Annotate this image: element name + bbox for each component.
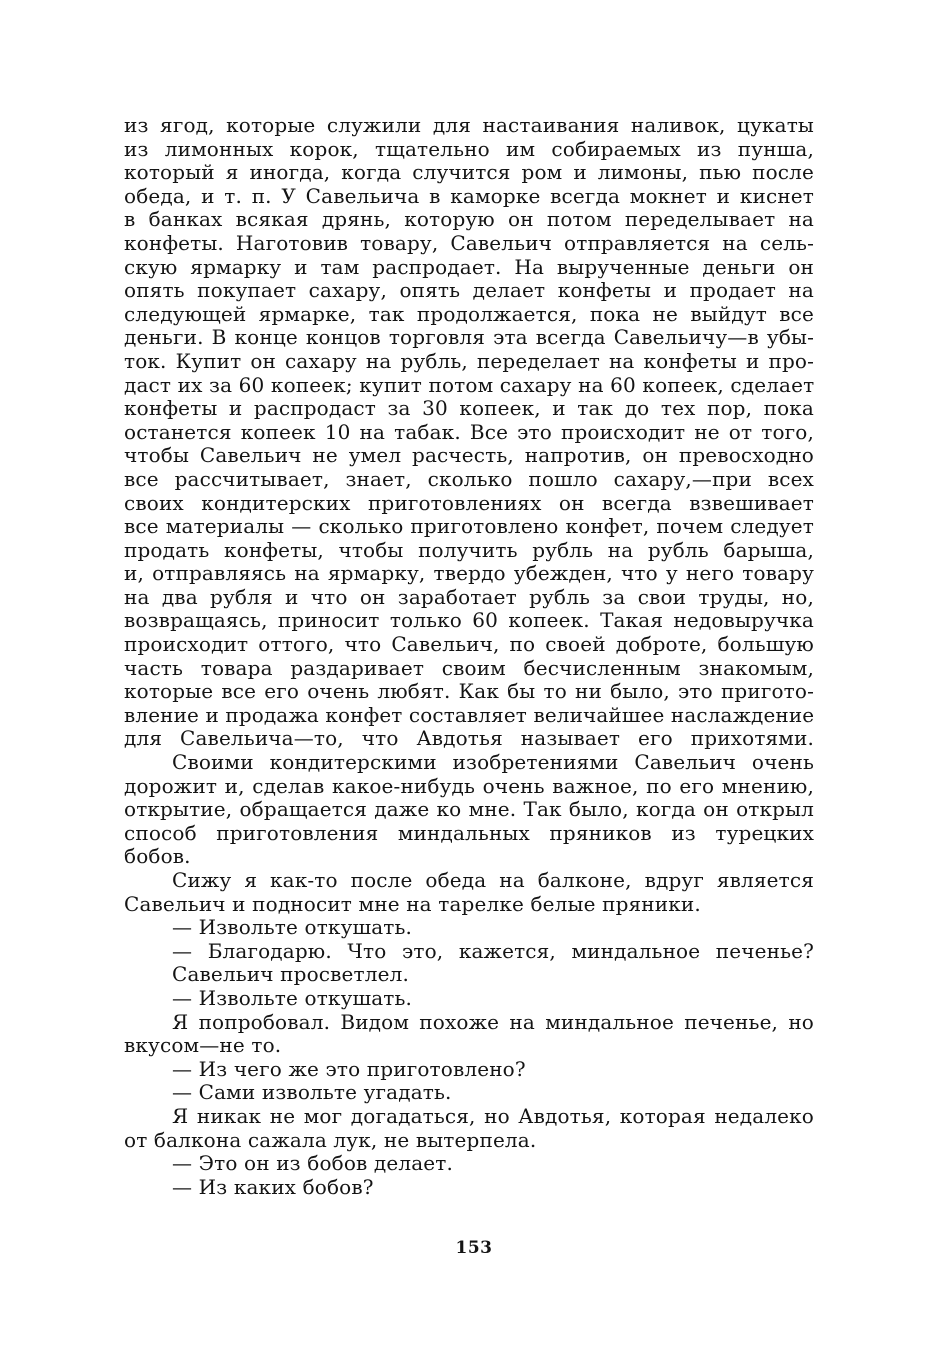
text-line: открытие, обращается даже ко мне. Так было, когда он открыл [124, 797, 814, 822]
text-line: своих кондитерских приготовлениях он всегда взвешивает [124, 490, 814, 515]
text-line: и, отправляясь на ярмарку, твердо убежден, что у него товару [124, 561, 814, 586]
text-line: бобов. [124, 844, 191, 869]
text-line: Савельич просветлел. [172, 962, 409, 987]
text-line: все материалы — сколько приготовлено конфет, почем следует [124, 514, 814, 539]
text-line: из ягод, которые служили для настаивания наливок, цукаты [124, 113, 814, 137]
text-line: вкусом—не то. [124, 1033, 282, 1058]
text-line: Савельич и подносит мне на тарелке белые пряники. [124, 891, 701, 916]
text-line: деньги. В конце концов торговля эта всегда Савельичу—в убы- [124, 325, 814, 350]
text-line: — Из каких бобов? [172, 1174, 374, 1199]
text-line: возвращаясь, приносит только 60 копеек. Такая недовыручка [124, 608, 814, 633]
text-line: следующей ярмарке, так продолжается, пока не выйдут все [124, 301, 814, 326]
text-line: даст их за 60 копеек; купит потом сахару на 60 копеек, сделает [124, 372, 815, 397]
page-number: 153 [455, 1238, 493, 1258]
text-line: продать конфеты, чтобы получить рубль на рубль барыша, [124, 537, 814, 562]
text-line: — Из чего же это приготовлено? [172, 1056, 526, 1081]
text-line: способ приготовления миндальных пряников из турецких [124, 820, 814, 845]
text-line: в банках всякая дрянь, которую он потом переделывает на [124, 207, 814, 232]
text-line: конфеты и распродаст за 30 копеек, и так до тех пор, пока [124, 396, 814, 421]
text-line: часть товара раздаривает своим бесчисленным знакомым, [124, 655, 814, 680]
text-line: — Извольте откушать. [172, 985, 413, 1010]
text-line: дорожит и, сделав какое-нибудь очень важное, по его мнению, [124, 773, 814, 798]
text-line: на два рубля и что он заработает рубль за свои труды, но, [124, 584, 814, 609]
text-line: для Савельича—то, что Авдотья называет его прихотями. [124, 726, 814, 751]
text-line: Я никак не мог догадаться, но Авдотья, которая недалеко [172, 1103, 814, 1128]
text-line: Своими кондитерскими изобретениями Савельич очень [172, 750, 814, 775]
text-line: — Сами извольте угадать. [172, 1080, 452, 1105]
text-line: — Это он из бобов делает. [172, 1151, 454, 1176]
text-line: обеда, и т. п. У Савельича в каморке всегда мокнет и киснет [124, 183, 814, 208]
text-line: происходит оттого, что Савельич, по своей доброте, большую [124, 632, 814, 657]
text-line: ток. Купит он сахару на рубль, переделает на конфеты и про- [124, 348, 814, 373]
text-line: которые все его очень любят. Как бы то ни было, это пригото- [124, 679, 814, 704]
text-line: Сижу я как-то после обеда на балконе, вдруг является [172, 868, 814, 892]
text-line: все рассчитывает, знает, сколько пошло сахару,—при всех [124, 466, 814, 491]
text-line: Я попробовал. Видом похоже на миндальное печенье, но [172, 1009, 814, 1034]
text-line: опять покупает сахару, опять делает конфеты и продает на [124, 278, 814, 303]
text-line: — Извольте откушать. [172, 915, 413, 940]
text-line: — Благодарю. Что это, кажется, миндальное печенье? [172, 938, 814, 963]
text-line: останется копеек 10 на табак. Все это происходит не от того, [124, 419, 814, 444]
text-line: чтобы Савельич не умел расчесть, напротив, он превосходно [124, 443, 814, 468]
text-line: скую ярмарку и там распродает. На вырученные деньги он [124, 254, 814, 279]
text-line: от балкона сажала лук, не вытерпела. [124, 1127, 537, 1152]
text-line: из лимонных корок, тщательно им собираемых из пунша, [124, 136, 814, 161]
text-line: который я иногда, когда случится ром и лимоны, пью после [124, 160, 814, 185]
text-line: конфеты. Наготовив товару, Савельич отправляется на сель- [124, 230, 814, 255]
body-text [124, 114, 814, 1199]
text-line: вление и продажа конфет составляет величайшее наслаждение [124, 702, 815, 727]
